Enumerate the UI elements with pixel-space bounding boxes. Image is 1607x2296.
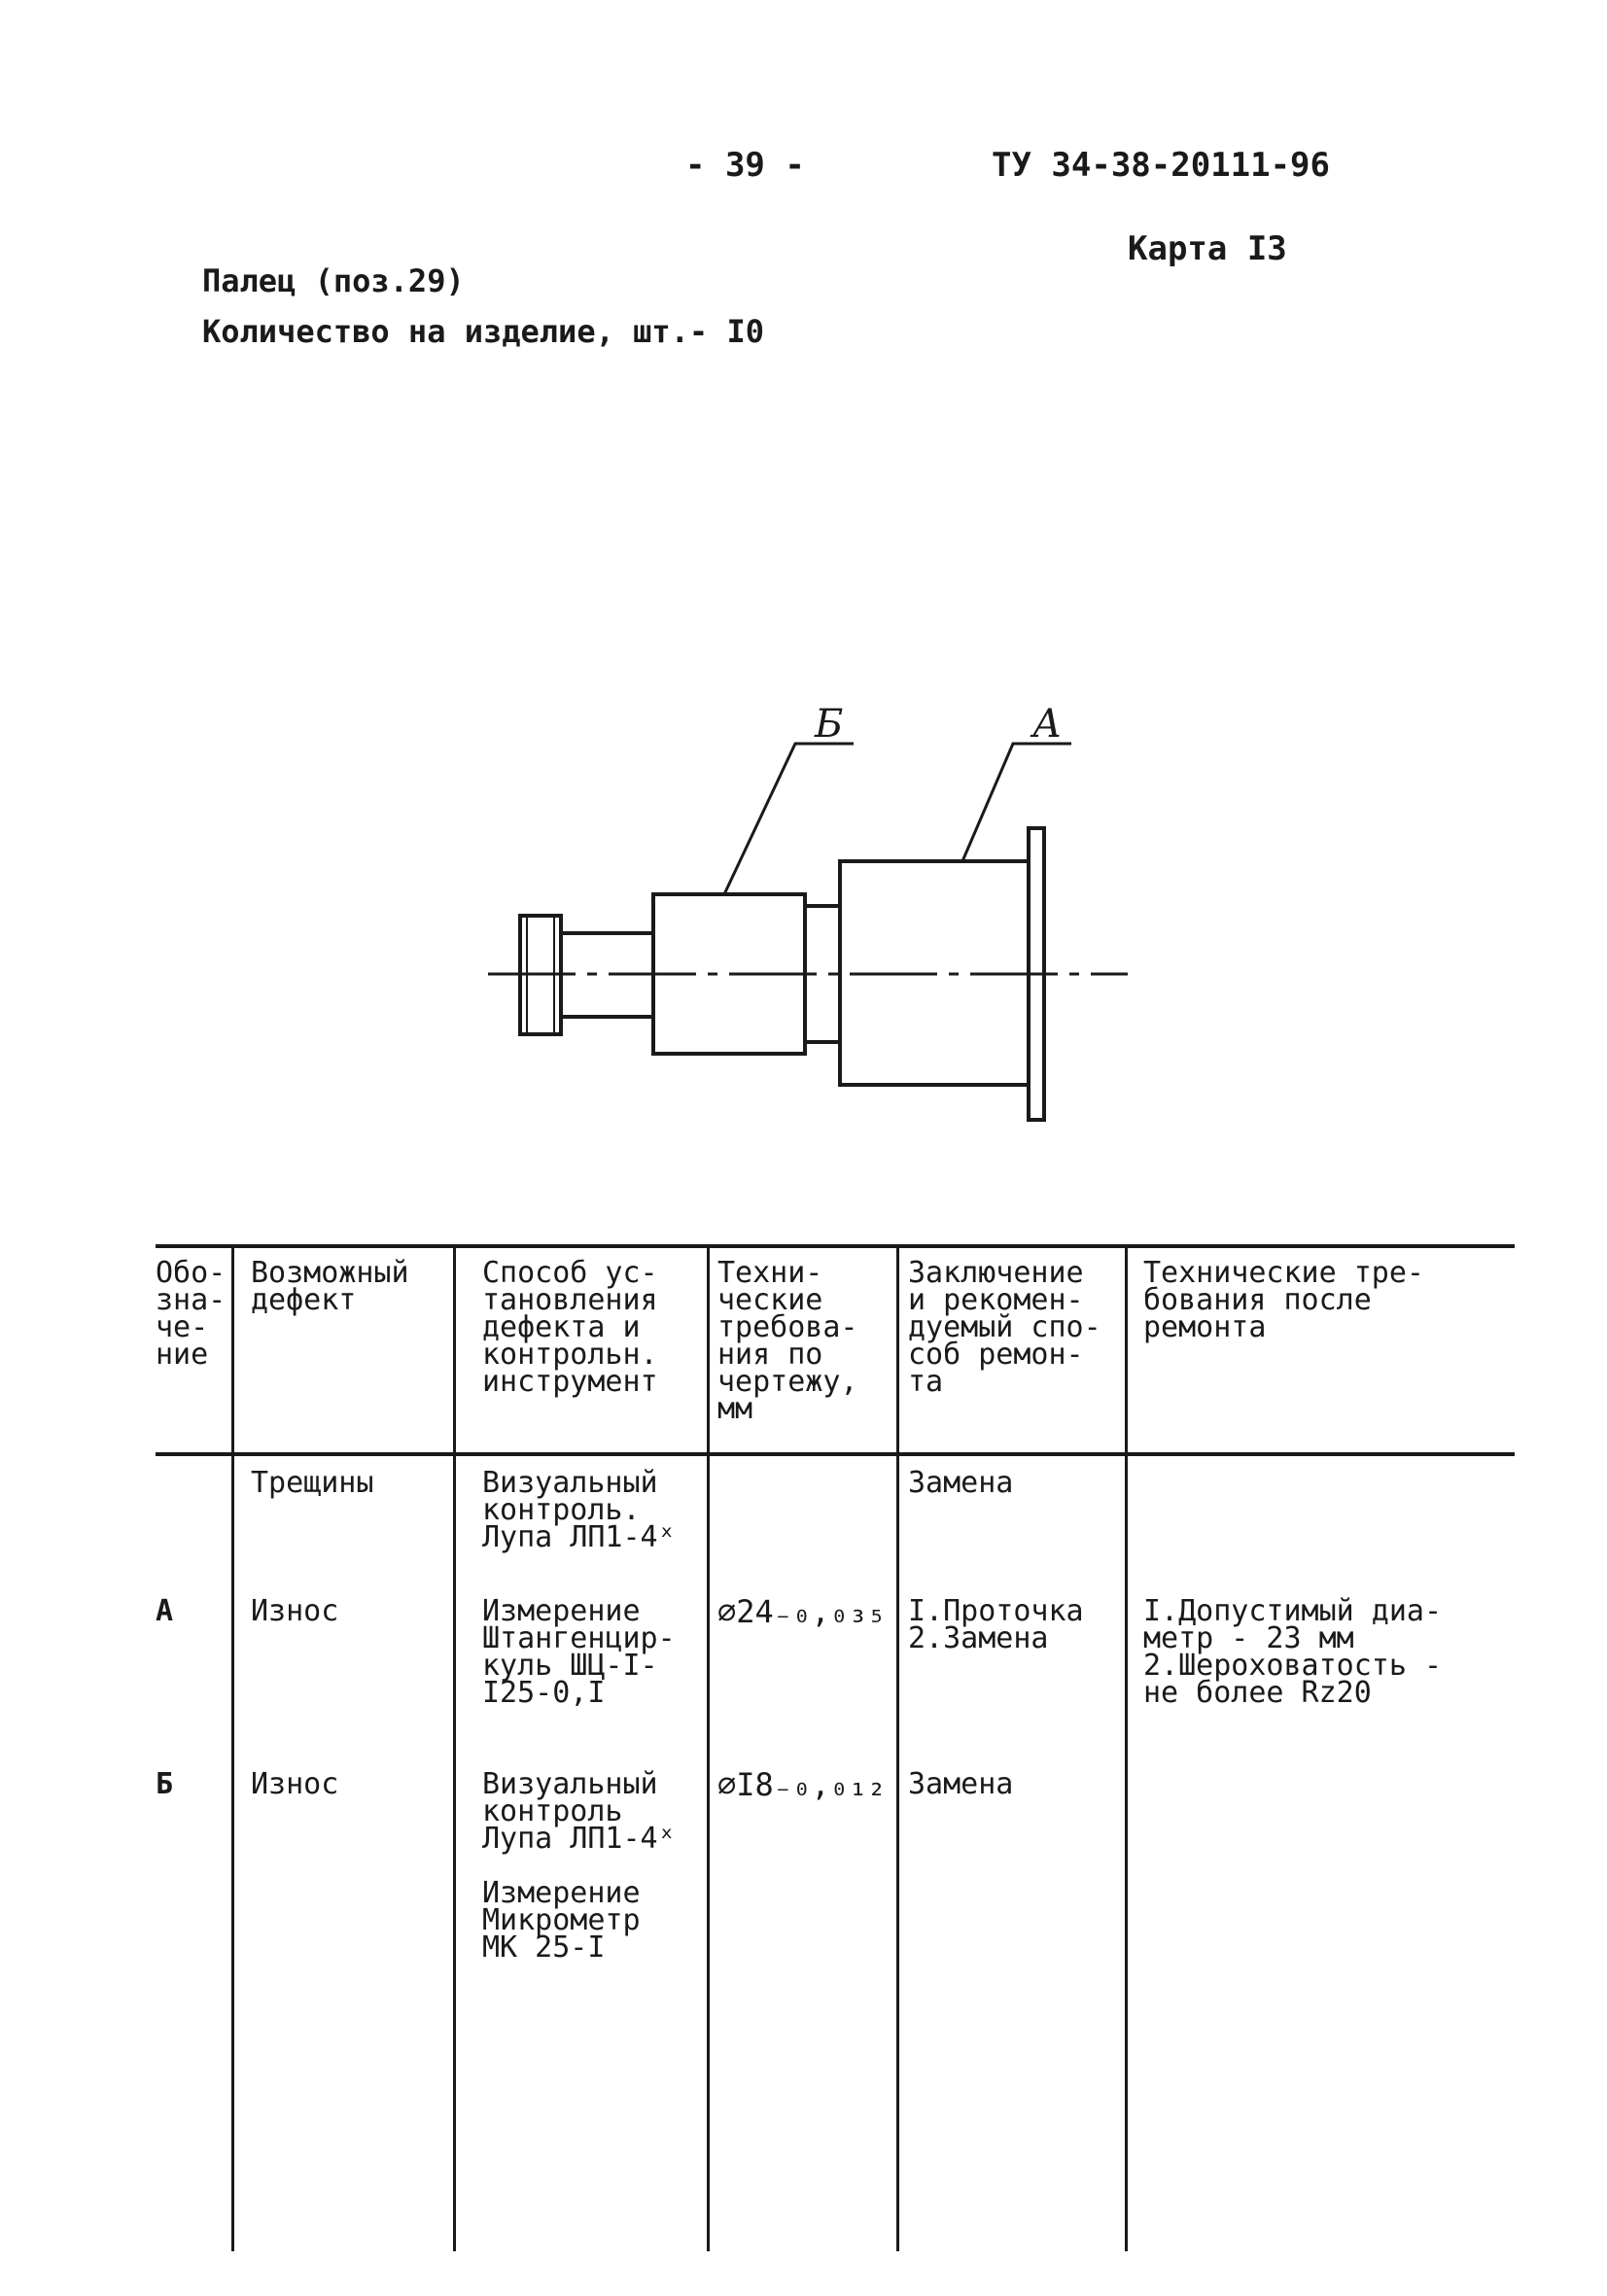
row3-spec: ⌀I8₋₀,₀₁₂ (717, 1766, 887, 1803)
col-divider-3 (707, 1246, 710, 2251)
row2-mark: А (156, 1594, 174, 1628)
row3-method-measurement: Измерение Микрометр МК 25-I (482, 1876, 641, 1965)
row2-method: Измерение Штангенцир- куль ШЦ-I- I25-0,I (482, 1594, 676, 1710)
header-conclusion: Заключение и рекомен- дуемый спо- соб ремон- та (908, 1256, 1101, 1399)
leader-a (962, 744, 1071, 861)
header-defect: Возможный дефект (251, 1256, 409, 1317)
row3-defect: Износ (251, 1767, 339, 1801)
col-divider-2 (453, 1246, 456, 2251)
label-b: Б (815, 702, 844, 747)
document-code: ТУ 34-38-20111-96 (992, 146, 1330, 185)
part-name: Палец (поз.29) (202, 262, 465, 299)
header-after-repair: Технические тре- бования после ремонта (1143, 1256, 1424, 1344)
table-top-rule (156, 1244, 1515, 1248)
row2-conclusion: I.Проточка 2.Замена (908, 1594, 1084, 1655)
pin-drawing (467, 700, 1167, 1147)
table-header-rule (156, 1452, 1515, 1456)
part-quantity: Количество на изделие, шт.- I0 (202, 313, 764, 350)
row3-conclusion: Замена (908, 1767, 1014, 1801)
card-number: Карта I3 (1128, 229, 1287, 268)
leader-b (724, 744, 854, 894)
row2-after-repair: I.Допустимый диа- метр - 23 мм 2.Шероховатость - не более Rz20 (1143, 1594, 1443, 1710)
row3-method: Визуальный контроль Лупа ЛП1-4ˣ (482, 1767, 676, 1856)
header-designation: Обо- зна- че- ние (156, 1256, 227, 1372)
col-divider-4 (896, 1246, 899, 2251)
row2-spec: ⌀24₋₀,₀₃₅ (717, 1593, 887, 1630)
page-number: - 39 - (685, 146, 805, 185)
row1-conclusion: Замена (908, 1466, 1014, 1500)
row1-method: Визуальный контроль. Лупа ЛП1-4ˣ (482, 1466, 676, 1554)
row3-mark: Б (156, 1767, 174, 1801)
header-spec: Техни- ческие требова- ния по чертежу, мм (717, 1256, 858, 1426)
header-method: Способ ус- тановления дефекта и контрольн. инструмент (482, 1256, 658, 1399)
label-a: А (1032, 702, 1063, 747)
col-divider-1 (231, 1246, 234, 2251)
row2-defect: Износ (251, 1594, 339, 1628)
col-divider-5 (1125, 1246, 1128, 2251)
row1-defect: Трещины (251, 1466, 374, 1500)
